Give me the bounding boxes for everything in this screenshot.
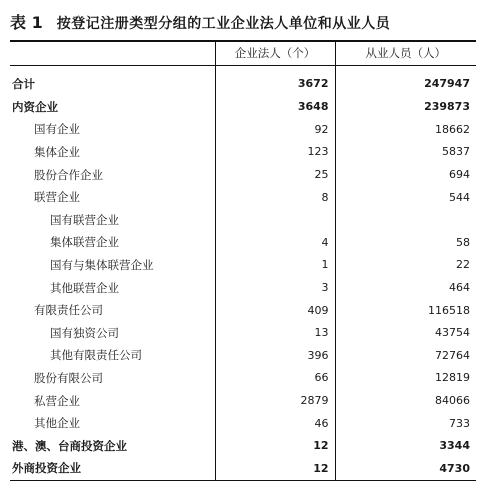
row-units: 13	[215, 321, 335, 344]
row-employees: 464	[335, 276, 476, 299]
row-name: 集体联营企业	[50, 235, 119, 250]
row-units: 123	[215, 141, 335, 164]
table-row	[10, 163, 476, 186]
row-units: 3648	[215, 96, 335, 119]
row-employees: 18662	[335, 118, 476, 141]
table-row	[10, 344, 476, 367]
row-employees: 22	[335, 254, 476, 277]
data-table	[10, 40, 476, 481]
row-units: 12	[215, 457, 335, 480]
table-row	[10, 389, 476, 412]
row-employees: 84066	[335, 389, 476, 412]
table-caption: 按登记注册类型分组的工业企业法人单位和从业人员	[56, 16, 391, 32]
table-row	[10, 457, 476, 480]
row-employees: 4730	[335, 457, 476, 480]
header-row	[10, 41, 476, 65]
row-name: 合计	[12, 76, 35, 91]
row-units: 12	[215, 434, 335, 457]
row-name: 有限责任公司	[34, 303, 103, 318]
row-units: 3672	[215, 65, 335, 96]
row-name: 国有与集体联营企业	[50, 257, 154, 272]
table-row	[10, 141, 476, 164]
row-units	[215, 208, 335, 231]
table-row	[10, 321, 476, 344]
row-employees: 12819	[335, 367, 476, 390]
row-units: 92	[215, 118, 335, 141]
row-employees: 116518	[335, 299, 476, 322]
row-name: 国有独资公司	[50, 325, 119, 340]
row-name: 其他有限责任公司	[50, 348, 142, 363]
row-name: 联营企业	[34, 190, 80, 205]
row-name: 国有企业	[34, 122, 80, 137]
table-row	[10, 276, 476, 299]
row-units: 46	[215, 412, 335, 435]
row-name: 其他联营企业	[50, 280, 119, 295]
row-name: 股份有限公司	[34, 370, 103, 385]
row-employees	[335, 208, 476, 231]
row-name: 外商投资企业	[10, 457, 215, 480]
table-row	[10, 367, 476, 390]
row-name: 国有联营企业	[50, 212, 119, 227]
row-name: 私营企业	[34, 393, 80, 408]
table-row	[10, 118, 476, 141]
row-units: 396	[215, 344, 335, 367]
row-employees: 58	[335, 231, 476, 254]
table-row	[10, 299, 476, 322]
table-row	[10, 434, 476, 457]
row-employees: 694	[335, 163, 476, 186]
row-employees: 239873	[335, 96, 476, 119]
row-employees: 43754	[335, 321, 476, 344]
table-row	[10, 65, 476, 96]
row-employees: 5837	[335, 141, 476, 164]
table-row	[10, 231, 476, 254]
table-row	[10, 186, 476, 209]
table-row	[10, 254, 476, 277]
row-employees: 3344	[335, 434, 476, 457]
row-units: 25	[215, 163, 335, 186]
table-row	[10, 412, 476, 435]
row-employees: 72764	[335, 344, 476, 367]
header-units: 企业法人（个）	[215, 41, 335, 65]
row-employees: 247947	[335, 65, 476, 96]
row-units: 409	[215, 299, 335, 322]
row-units: 8	[215, 186, 335, 209]
row-name: 内资企业	[12, 99, 58, 114]
table-number: 表 1	[10, 13, 43, 32]
row-name: 其他企业	[34, 416, 80, 431]
row-employees: 544	[335, 186, 476, 209]
row-units: 2879	[215, 389, 335, 412]
header-category	[10, 41, 215, 65]
row-units: 66	[215, 367, 335, 390]
table-row	[10, 208, 476, 231]
row-name: 港、澳、台商投资企业	[12, 438, 127, 453]
row-name: 集体企业	[34, 144, 80, 159]
table-title	[10, 10, 476, 34]
row-units: 3	[215, 276, 335, 299]
row-employees: 733	[335, 412, 476, 435]
row-units: 4	[215, 231, 335, 254]
header-employees: 从业人员（人）	[335, 41, 476, 65]
row-name: 股份合作企业	[34, 167, 103, 182]
row-units: 1	[215, 254, 335, 277]
table-row	[10, 96, 476, 119]
